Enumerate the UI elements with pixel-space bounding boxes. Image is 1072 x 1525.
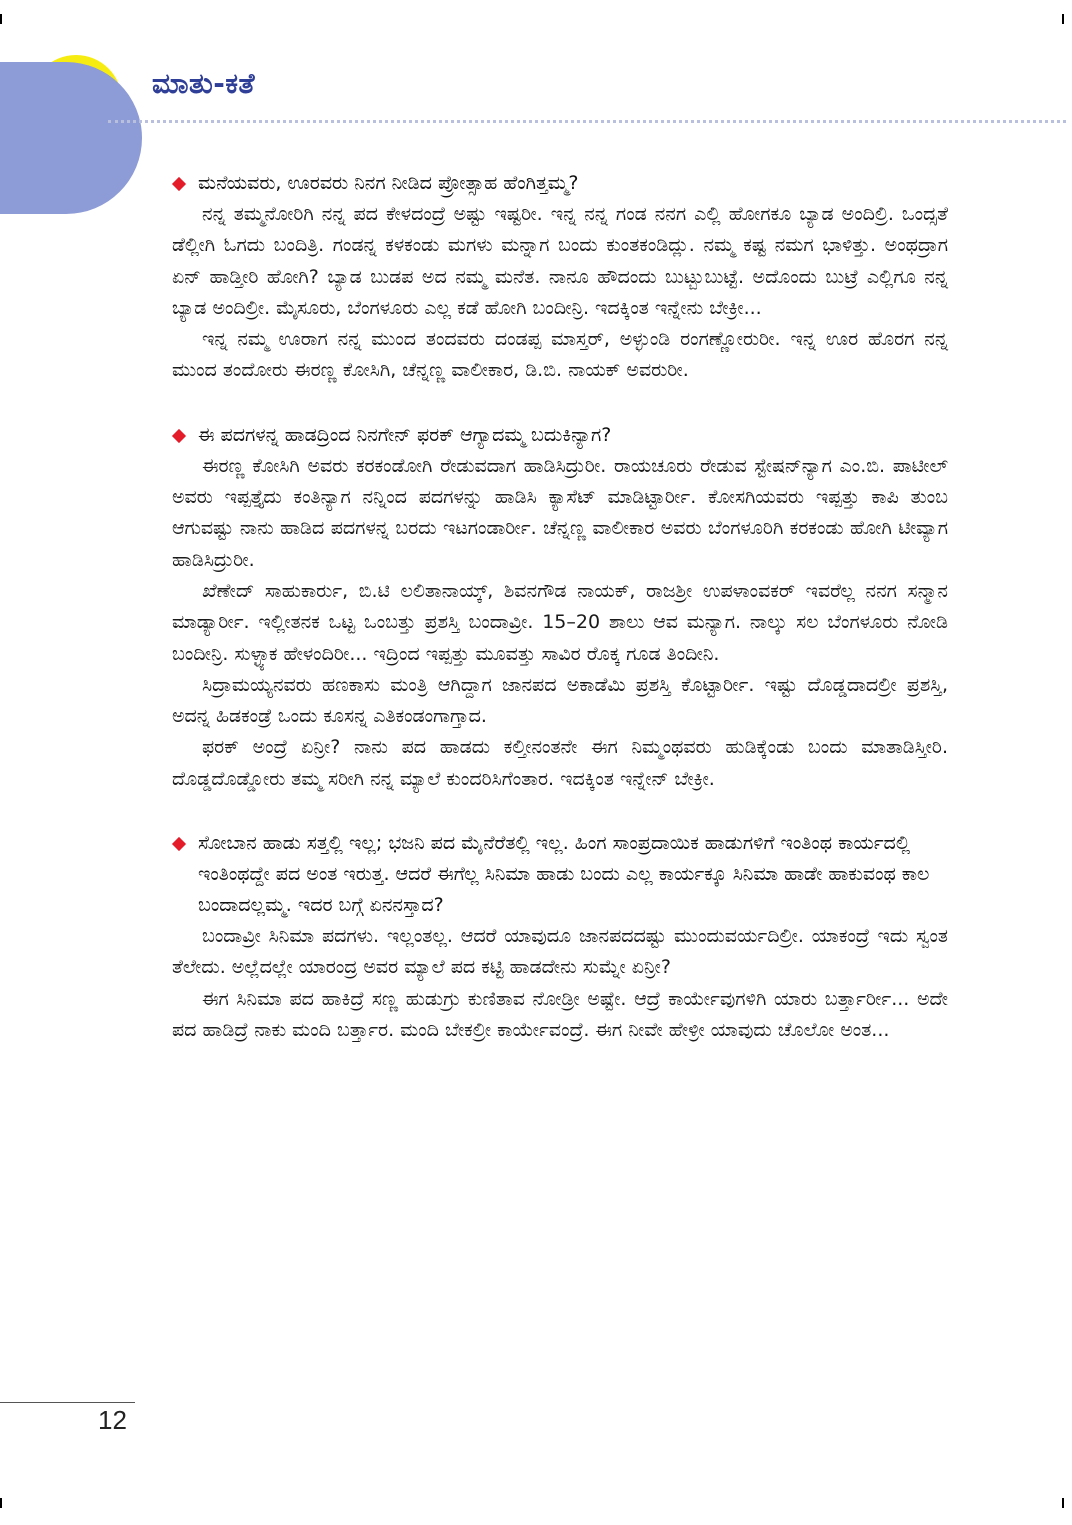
qa-block (172, 168, 948, 387)
question-text: ಈ ಪದಗಳನ್ನ ಹಾಡದ್ರಿಂದ ನಿನಗೇನ್ ಫರಕ್ ಆಗ್ಯಾದಮ್ಮ ಬದುಕಿನ್ಯಾಗ? (198, 423, 612, 446)
question (172, 828, 948, 921)
answer-paragraph: ಸಿದ್ರಾಮಯ್ಯನವರು ಹಣಕಾಸು ಮಂತ್ರಿ ಆಗಿದ್ದಾಗ ಜಾನಪದ ಅಕಾಡೆಮಿ ಪ್ರಶಸ್ತಿ ಕೊಟ್ಟಾರ್ರೀ. ಇಷ್ಟು ದೊಡ್ಡದಾದಲ್ರೀ ಪ್ರಶಸ್ತಿ, ಅದನ್ನ ಹಿಡಕಂಡ್ರೆ ಒಂದು ಕೂಸನ್ನ ಎತಿಕಂಡಂಗಾಗ್ತಾದ. (172, 673, 948, 728)
crop-mark (0, 14, 2, 24)
question (172, 420, 948, 451)
answer-paragraph: ನನ್ನ ತಮ್ಮನೋರಿಗಿ ನನ್ನ ಪದ ಕೇಳದಂದ್ರೆ ಅಷ್ಟು ಇಷ್ಟರೀ. ಇನ್ನ ನನ್ನ ಗಂಡ ನನಗ ಎಲ್ಲಿ ಹೋಗಕೂ ಬ್ಯಾಡ ಅಂದಿಲ್ರಿ. ಒಂದ್ಸತೆ ಡೆಲ್ಲೀಗಿ ಓಗದು ಬಂದಿತ್ರಿ. ಗಂಡನ್ನ ಕಳಕಂಡು ಮಗಳು ಮನ್ನಾಗ ಬಂದು ಕುಂತಕಂಡಿದ್ಲು. ನಮ್ಮ ಕಷ್ಟ ನಮಗ ಭಾಳಿತ್ತು. ಅಂಥದ್ರಾಗ ಏನ್ ಹಾಡ್ತೀರಿ ಹೋಗಿ? ಬ್ಯಾಡ ಬುಡಪ ಅದ ನಮ್ಮ ಮನೆತ. ನಾನೂ ಹೌದಂದು ಬುಟ್ಬುಬುಟ್ಟೆ. ಅದೊಂದು ಬುಟ್ರೆ ಎಲ್ಲಿಗೂ ನನ್ನ ಬ್ಯಾಡ ಅಂದಿಲ್ರೀ. ಮೈಸೂರು, ಬೆಂಗಳೂರು ಎಲ್ಲ ಕಡೆ ಹೋಗಿ ಬಂದೀನ್ರಿ. ಇದಕ್ಕಿಂತ ಇನ್ನೇನು ಬೇಕ್ರೀ... (172, 203, 948, 319)
interview-content (172, 168, 948, 1079)
diamond-bullet-icon (172, 429, 186, 443)
answer-paragraph: ಈಗ ಸಿನಿಮಾ ಪದ ಹಾಕಿದ್ರೆ ಸಣ್ಣ ಹುಡುಗ್ರು ಕುಣಿತಾವ ನೋಡ್ರೀ ಅಷ್ಟೇ. ಆದ್ರೆ ಕಾರ್ಯೇವುಗಳಿಗಿ ಯಾರು ಬರ್ತ್ತಾರ್ರೀ... ಅದೇ ಪದ ಹಾಡಿದ್ರೆ ನಾಕು ಮಂದಿ ಬರ್ತ್ತಾರ. ಮಂದಿ ಬೇಕಲ್ರೀ ಕಾರ್ಯೇವಂದ್ರೆ. ಈಗ ನೀವೇ ಹೇಳ್ರೀ ಯಾವುದು ಚೊಲೋ ಅಂತ... (172, 987, 948, 1041)
dotted-divider (108, 120, 1066, 123)
question-text: ಸೋಬಾನ ಹಾಡು ಸತ್ತಲ್ಲಿ ಇಲ್ಲ; ಭಜನಿ ಪದ ಮೈನೆರೆತಲ್ಲಿ ಇಲ್ಲ. ಹಿಂಗ ಸಾಂಪ್ರದಾಯಿಕ ಹಾಡುಗಳಿಗೆ ಇಂತಿಂಥ ಕಾರ್ಯದಲ್ಲಿ ಇಂತಿಂಥದ್ದೇ ಪದ ಅಂತ ಇರುತ್ತ. ಆದರೆ ಈಗೆಲ್ಲ ಸಿನಿಮಾ ಹಾಡು ಬಂದು ಎಲ್ಲ ಕಾರ್ಯಕ್ಕೂ ಸಿನಿಮಾ ಹಾಡೇ ಹಾಕುವಂಥ ಕಾಲ ಬಂದಾದಲ್ಲಮ್ಮ. ಇದರ ಬಗ್ಗೆ ಏನನಸ್ತಾದ? (198, 832, 930, 917)
answer-paragraph: ಫರಕ್ ಅಂದ್ರೆ ಏನ್ರೀ? ನಾನು ಪದ ಹಾಡದು ಕಲ್ತೀನಂತನೇ ಈಗ ನಿಮ್ಮಂಥವರು ಹುಡಿಕ್ಕೆಂಡು ಬಂದು ಮಾತಾಡಿಸ್ತೀರಿ. ದೊಡ್ಡದೊಡ್ಡೋರು ತಮ್ಮ ಸರೀಗಿ ನನ್ನ ಮ್ಯಾಲೆ ಕುಂದರಿಸಿಗೆಂತಾರ. ಇದಕ್ಕಿಂತ ಇನ್ನೇನ್ ಬೇಕ್ರೀ. (172, 736, 948, 790)
blue-half-circle (0, 62, 142, 214)
question-text: ಮನೆಯವರು, ಊರವರು ನಿನಗ ನೀಡಿದ ಪ್ರೋತ್ಸಾಹ ಹೆಂಗಿತ್ತಮ್ಮ? (198, 172, 579, 194)
answer-paragraph: ಬಂದಾವ್ರೀ ಸಿನಿಮಾ ಪದಗಳು. ಇಲ್ಲಂತಲ್ಲ. ಆದರೆ ಯಾವುದೂ ಜಾನಪದದಷ್ಟು ಮುಂದುವರ್ಯದಿಲ್ರೀ. ಯಾಕಂದ್ರೆ ಇದು ಸ್ವಂತ ತೆಲೇದು. ಅಲ್ಲೆದಲ್ಲೇ ಯಾರಂದ್ರ ಅವರ ಮ್ಯಾಲೆ ಪದ ಕಟ್ಟಿ ಹಾಡದೇನು ಸುಮ್ನೇ ಏನ್ರೀ? (172, 925, 948, 979)
diamond-bullet-icon (172, 837, 186, 851)
page-number: 12 (98, 1405, 127, 1435)
crop-mark (0, 1498, 2, 1508)
crop-mark (1062, 14, 1064, 24)
answer-paragraph: ಇನ್ನ ನಮ್ಮ ಊರಾಗ ನನ್ನ ಮುಂದ ತಂದವರು ದಂಡಪ್ಪ ಮಾಸ್ತರ್, ಅಳ್ಳುಂಡಿ ರಂಗಣ್ಣೋರುರೀ. ಇನ್ನ ಊರ ಹೊರಗ ನನ್ನ ಮುಂದ ತಂದೋರು ಈರಣ್ಣ ಕೋಸಿಗಿ, ಚೆನ್ನಣ್ಣ ವಾಲೀಕಾರ, ಡಿ.ಬಿ. ನಾಯಕ್ ಅವರುರೀ. (172, 328, 948, 382)
qa-block (172, 828, 948, 1046)
qa-block (172, 420, 948, 795)
diamond-bullet-icon (172, 177, 186, 191)
corner-decoration (0, 0, 170, 220)
answer-paragraph: ಖೆಣೇದ್ ಸಾಹುಕಾರ್ರು, ಬಿ.ಟಿ ಲಲಿತಾನಾಯ್ಕ್, ಶಿವನಗೌಡ ನಾಯಕ್, ರಾಜಶ್ರೀ ಉಪಳಾಂವಕರ್ ಇವರೆಲ್ಲ ನನಗ ಸನ್ಮಾನ ಮಾಡ್ಯಾರ್ರೀ. ಇಲ್ಲೀತನಕ ಒಟ್ಟ ಒಂಬತ್ತು ಪ್ರಶಸ್ತಿ ಬಂದಾವ್ರೀ. 15–20 ಶಾಲು ಆವ ಮನ್ಯಾಗ. ನಾಲ್ಕು ಸಲ ಬೆಂಗಳೂರು ನೋಡಿ ಬಂದೀನ್ರಿ. ಸುಳ್ಳ್ಯಾಕ ಹೇಳಂದಿರೀ... ಇದ್ರಿಂದ ಇಪ್ಪತ್ತು ಮೂವತ್ತು ಸಾವಿರ ರೊಕ್ಕ ಗೂಡ ತಿಂದೀನಿ. (172, 579, 948, 665)
question (172, 168, 948, 199)
crop-mark (1062, 1498, 1064, 1508)
footer-rule (0, 1402, 135, 1403)
answer-paragraph: ಈರಣ್ಣ ಕೋಸಿಗಿ ಅವರು ಕರಕಂಡೋಗಿ ರೇಡುವದಾಗ ಹಾಡಿಸಿದ್ರುರೀ. ರಾಯಚೂರು ರೇಡುವ ಸ್ಟೇಷನ್‌ನ್ಯಾಗ ಎಂ.ಬಿ. ಪಾಟೀಲ್ ಅವರು ಇಪ್ಪತ್ತೈದು ಕಂತಿನ್ಯಾಗ ನನ್ನಿಂದ ಪದಗಳನ್ನು ಹಾಡಿಸಿ ಕ್ಯಾಸೆಟ್ ಮಾಡಿಟ್ಟಾರ್ರೀ. ಕೋಸಗಿಯವರು ಇಪ್ಪತ್ತು ಕಾಪಿ ತುಂಬ ಆಗುವಷ್ಟು ನಾನು ಹಾಡಿದ ಪದಗಳನ್ನ ಬರದು ಇಟಗಂಡಾರ್ರೀ. ಚೆನ್ನಣ್ಣ ವಾಲೀಕಾರ ಅವರು ಬೆಂಗಳೂರಿಗಿ ಕರಕಂಡು ಹೋಗಿ ಟೀವ್ಯಾಗ ಹಾಡಿಸಿದ್ರುರೀ. (172, 454, 948, 571)
section-title: ಮಾತು-ಕತೆ (152, 67, 255, 100)
